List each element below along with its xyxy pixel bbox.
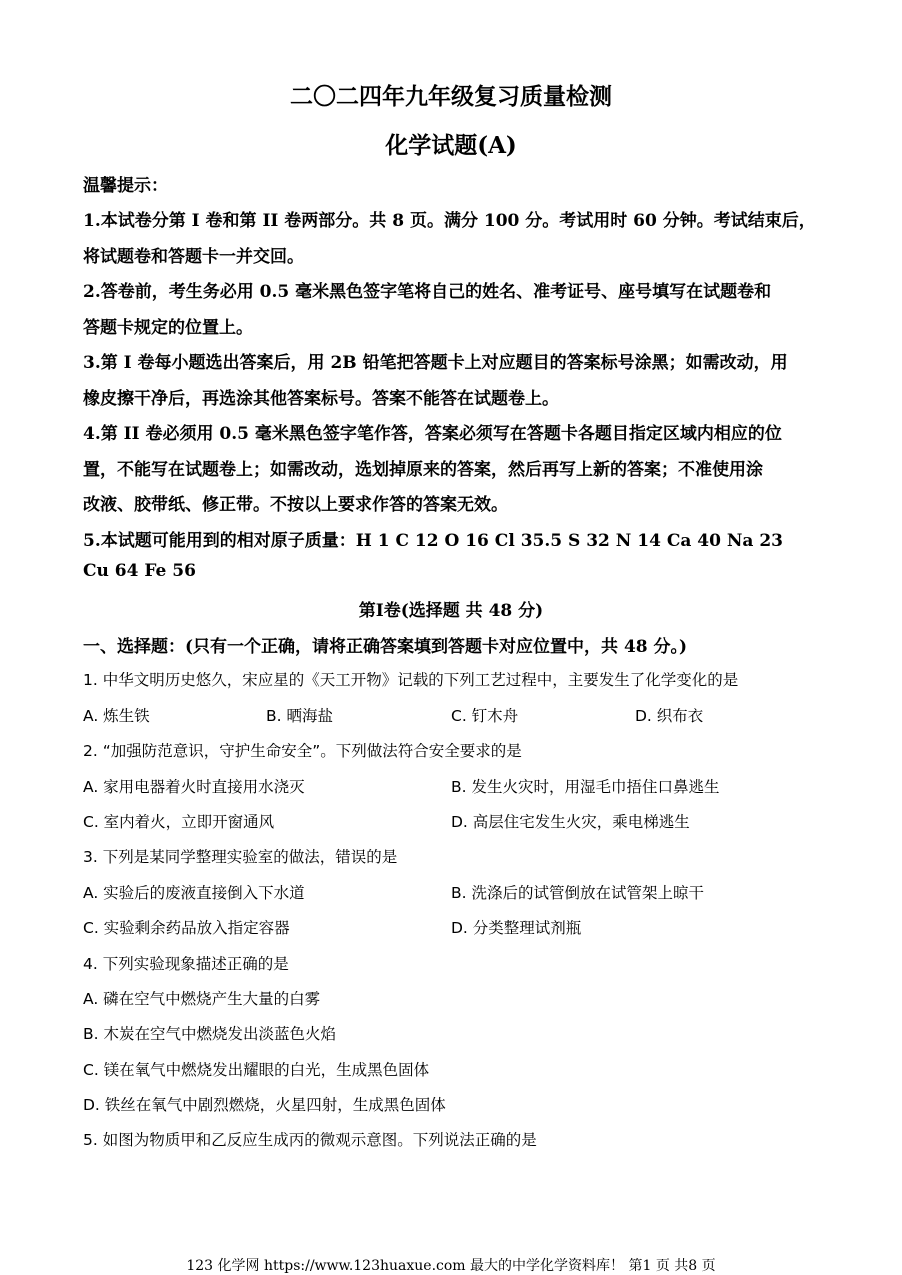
notice-line: Cu 64 Fe 56 bbox=[83, 561, 196, 581]
option-a: A. 炼生铁 bbox=[83, 707, 150, 725]
option-d: D. 织布衣 bbox=[635, 707, 704, 725]
option-c: C. 实验剩余药品放入指定容器 bbox=[83, 919, 290, 937]
exam-title: 二〇二四年九年级复习质量检测 bbox=[290, 83, 612, 110]
question-stem: 5. 如图为物质甲和乙反应生成丙的微观示意图。下列说法正确的是 bbox=[83, 1131, 537, 1149]
notice-line: 置，不能写在试题卷上；如需改动，选划掉原来的答案，然后再写上新的答案；不准使用涂 bbox=[83, 460, 763, 480]
notice-line: 答题卡规定的位置上。 bbox=[83, 318, 253, 338]
question-stem: 1. 中华文明历史悠久，宋应星的《天工开物》记载的下列工艺过程中，主要发生了化学变化的是 bbox=[83, 671, 739, 689]
notice-line: 将试题卷和答题卡一并交回。 bbox=[83, 247, 304, 267]
section-instruction: 一、选择题：(只有一个正确，请将正确答案填到答题卡对应位置中，共 48 分。) bbox=[83, 637, 688, 657]
question-stem: 3. 下列是某同学整理实验室的做法，错误的是 bbox=[83, 848, 398, 866]
option-b: B. 发生火灾时，用湿毛巾捂住口鼻逃生 bbox=[451, 778, 720, 796]
option-c: C. 室内着火，立即开窗通风 bbox=[83, 813, 275, 831]
notice-line: 1.本试卷分第 I 卷和第 II 卷两部分。共 8 页。满分 100 分。考试用时 60 分钟。考试结束后， bbox=[83, 211, 816, 231]
question-stem: 2. “加强防范意识，守护生命安全”。下列做法符合安全要求的是 bbox=[83, 742, 522, 760]
option-c: C. 镁在氧气中燃烧发出耀眼的白光，生成黑色固体 bbox=[83, 1061, 430, 1079]
option-d: D. 高层住宅发生火灾，乘电梯逃生 bbox=[451, 813, 690, 831]
notice-line: 5.本试题可能用到的相对原子质量：H 1 C 12 O 16 Cl 35.5 S 32 N 14 Ca 40 Na 23 bbox=[83, 531, 784, 551]
page-footer: 123 化学网 https://www.123huaxue.com 最大的中学化学资料库！ 第1 页 共8 页 bbox=[186, 1258, 716, 1274]
notice-line: 3.第 I 卷每小题选出答案后，用 2B 铅笔把答题卡上对应题目的答案标号涂黑；如需改动，用 bbox=[83, 353, 788, 373]
option-d: D. 铁丝在氧气中剧烈燃烧，火星四射，生成黑色固体 bbox=[83, 1096, 446, 1114]
option-b: B. 晒海盐 bbox=[266, 707, 333, 725]
option-a: A. 家用电器着火时直接用水浇灭 bbox=[83, 778, 305, 796]
option-b: B. 洗涤后的试管倒放在试管架上晾干 bbox=[451, 884, 704, 902]
option-c: C. 钉木舟 bbox=[451, 707, 519, 725]
option-b: B. 木炭在空气中燃烧发出淡蓝色火焰 bbox=[83, 1025, 336, 1043]
option-a: A. 磷在空气中燃烧产生大量的白雾 bbox=[83, 990, 321, 1008]
notice-heading: 温馨提示： bbox=[83, 176, 168, 196]
question-stem: 4. 下列实验现象描述正确的是 bbox=[83, 955, 289, 973]
option-d: D. 分类整理试剂瓶 bbox=[451, 919, 582, 937]
notice-line: 4.第 II 卷必须用 0.5 毫米黑色签字笔作答，答案必须写在答题卡各题目指定区域内相应的位 bbox=[83, 424, 782, 444]
exam-subtitle: 化学试题(A) bbox=[385, 132, 517, 159]
notice-line: 改液、胶带纸、修正带。不按以上要求作答的答案无效。 bbox=[83, 495, 508, 515]
notice-line: 2.答卷前，考生务必用 0.5 毫米黑色签字笔将自己的姓名、准考证号、座号填写在试题卷和 bbox=[83, 282, 772, 302]
section-title: 第Ⅰ卷(选择题 共 48 分) bbox=[358, 601, 544, 621]
notice-line: 橡皮擦干净后，再选涂其他答案标号。答案不能答在试题卷上。 bbox=[83, 389, 559, 409]
option-a: A. 实验后的废液直接倒入下水道 bbox=[83, 884, 305, 902]
